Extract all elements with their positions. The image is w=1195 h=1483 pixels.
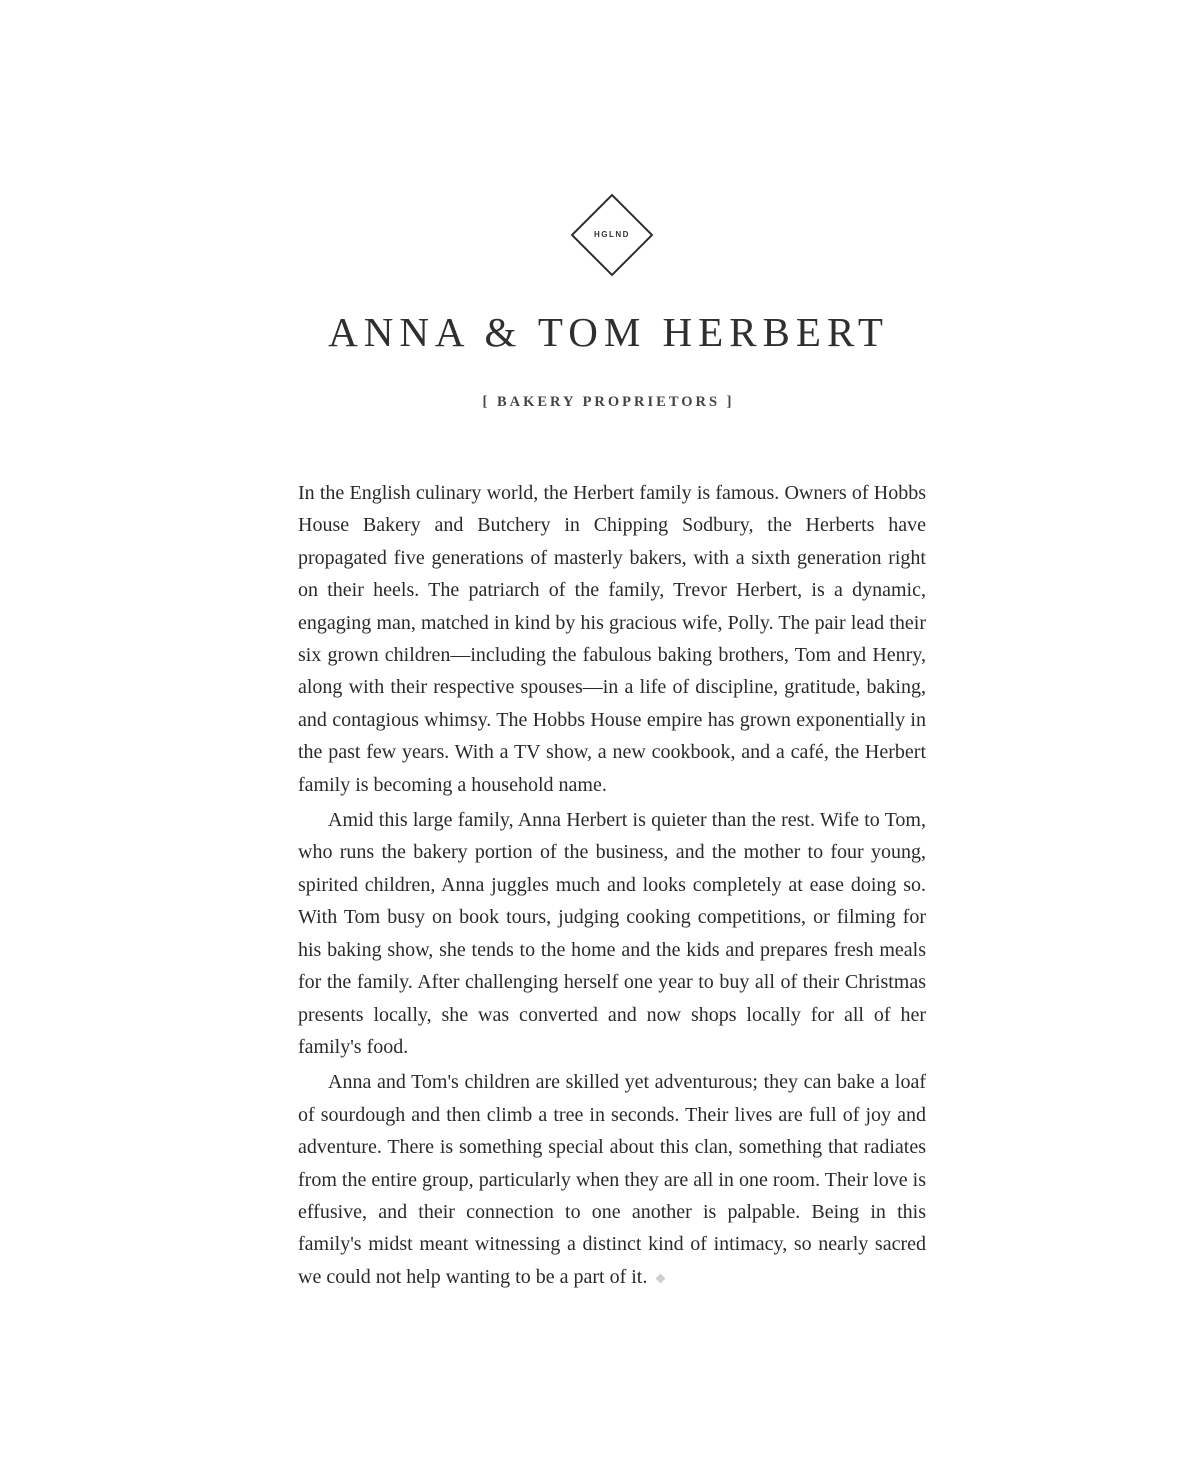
diamond-badge-icon <box>570 193 654 277</box>
end-of-article-diamond-icon <box>656 1273 666 1283</box>
paragraph-3: Anna and Tom's children are skilled yet adventurous; they can bake a loaf of sourdough and then climb a tree in seconds. Their lives are full of joy and adventure. There is something special about this clan, something that radiates from the entire group, particularly when they are all in one room. Their love is effusive, and their connection to one another is palpable. Being in this family's midst meant witnessing a distinct kind of intimacy, so nearly sacred we could not help wanting to be a part of it. <box>298 1071 926 1288</box>
paragraph-2: Amid this large family, Anna Herbert is quieter than the rest. Wife to Tom, who runs the bakery portion of the business, and the mother to four young, spirited children, Anna juggles much and looks completely at ease doing so. With Tom busy on book tours, judging cooking competitions, or filming for his baking show, she tends to the home and the kids and prepares fresh meals for the family. After challenging herself one year to buy all of their Christmas presents locally, she was converted and now shops locally for all of her family's food. <box>298 809 926 1058</box>
page-title: ANNA & TOM HERBERT <box>328 309 889 355</box>
paragraph-1: In the English culinary world, the Herbert family is famous. Owners of Hobbs House Bakery and Butchery in Chipping Sodbury, the Herberts have propagated five generations of masterly bakers, with a sixth generation right on their heels. The patriarch of the family, Trevor Herbert, is a dynamic, engaging man, matched in kind by his gracious wife, Polly. The pair lead their six grown children—including the fabulous baking brothers, Tom and Henry, along with their respective spouses—in a life of discipline, gratitude, baking, and contagious whimsy. The Hobbs House empire has grown exponentially in the past few years. With a TV show, a new cookbook, and a café, the Herbert family is becoming a household name. <box>298 482 926 796</box>
paragraph-3-wrapper <box>298 1066 926 1293</box>
article-body <box>298 477 926 1296</box>
page-subtitle: [ BAKERY PROPRIETORS ] <box>482 394 735 410</box>
badge-label: HGLND <box>594 230 630 239</box>
